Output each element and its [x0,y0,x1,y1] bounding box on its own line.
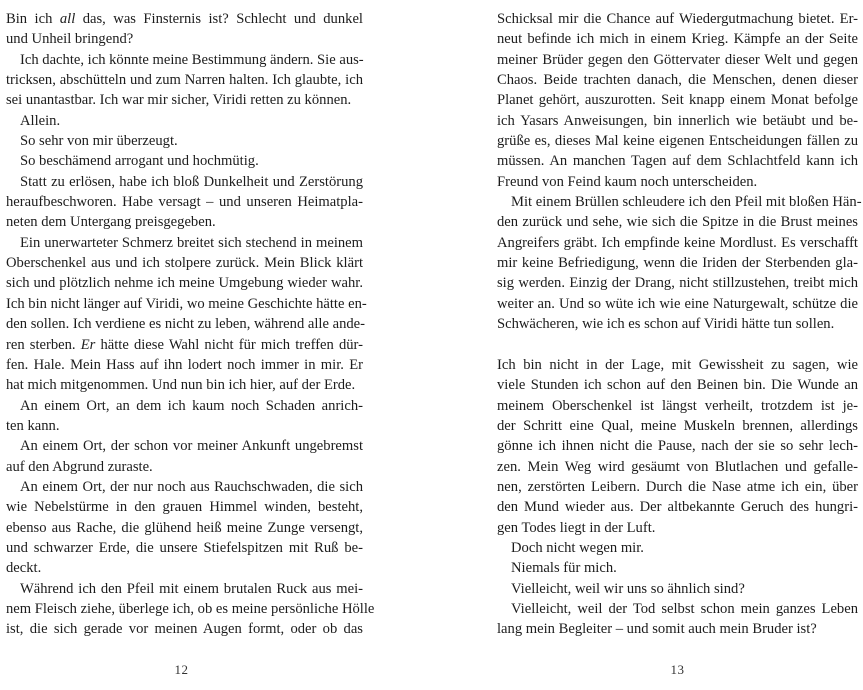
page-number-right: 13 [670,662,685,677]
text-line: ten kann. [6,417,60,434]
text-line: Niemals für mich. [511,560,617,577]
text-line: müssen. An manchen Tagen auf dem Schlachtfeld kann ich [497,153,858,170]
text-line: grüße es, dieses Mal keine eigenen Entscheidungen fällen zu [497,133,858,150]
text-line: heraufbeschworen. Habe versagt – und unseren Heimatpla- [6,194,363,211]
text-line: ich Yasars Anweisungen, bin innerlich wie betäubt und be- [497,112,858,129]
left-page [0,0,431,690]
text-line: lang mein Begleiter – und somit auch mein Bruder ist? [497,621,817,638]
text-line: meiner Brüder gegen den Göttervater dieser Welt und gegen [497,51,858,68]
text-line: viele Stunden ich schon auf den Beinen bin. Die Wunde an [497,377,858,394]
text-line: nen, zerstörten Leibern. Durch die Nase atme ich ein, über [497,478,858,495]
text-line: Ich dachte, ich könnte meine Bestimmung ändern. Sie aus- [20,51,364,68]
text-line: Oberschenkel aus und ich stolpere zurück. Mein Blick klärt [6,255,363,272]
text-line: fen. Hale. Mein Hass auf ihn lodert noch immer in mir. Er [6,356,363,373]
right-page [431,0,863,690]
text-line: tricksen, abschütteln und zum Narren halten. Ich glaubte, ich [6,72,363,89]
text-line: mir keine Befriedigung, wenn die Iriden der Sterbenden gla- [497,255,858,272]
text-line: sich und plötzlich nehme ich meine Umgebung wieder wahr. [6,275,363,292]
text-line: Schwächeren, wie ich es schon auf Viridi hätte tun sollen. [497,316,835,333]
text-line: den Mund wieder aus. Der altbekannte Geruch des hungri- [497,499,858,516]
text-line: hat mich mitgenommen. Und nun bin ich hier, auf der Erde. [6,377,356,394]
text-line: Statt zu erlösen, habe ich bloß Dunkelheit und Zerstörung [20,173,363,190]
text-line: auf den Abgrund zuraste. [6,458,153,475]
text-line: An einem Ort, an dem ich kaum noch Schaden anrich- [20,397,363,414]
text-line: Vielleicht, weil wir uns so ähnlich sind? [511,580,745,597]
text-line: An einem Ort, der nur noch aus Rauchschwaden, die sich [20,478,363,495]
text-line: Angreifers gräbt. Ich empfinde keine Mordlust. Es verschafft [497,234,858,251]
text-line: meinem Oberschenkel ist längst verheilt, trotzdem ist je- [497,397,858,414]
page-number-left: 12 [174,662,189,677]
text-line: gönne ich ihnen nicht die Pause, nach der sie so sehr lech- [497,438,858,455]
text-line: wie Nebelstürme in den grauen Himmel winden, besteht, [6,499,363,516]
text-line: So beschämend arrogant und hochmütig. [20,153,259,170]
text-line: Ich bin nicht länger auf Viridi, wo meine Geschichte hätte en- [6,295,367,312]
text-line: gen Todes liegt in der Luft. [497,519,656,536]
text-line: Vielleicht, weil der Tod selbst schon mein ganzes Leben [511,600,858,617]
text-line: Planet gehört, auszurotten. Seit knapp einem Monat befolge [497,92,858,109]
text-line: Bin ich all das, was Finsternis ist? Schlecht und dunkel [6,11,363,27]
text-line: und schwarzer Erde, die unsere Stiefelspitzen mit Ruß be- [6,539,363,556]
text-line: neut befinde ich mich in einem Krieg. Kämpfe an der Seite [497,31,858,48]
text-line: zen. Mein Weg wird gesäumt von Blutlachen und gefalle- [497,458,858,475]
text-line: sig werden. Einzig der Drang, nicht stillzustehen, treibt mich [497,275,858,292]
text-line: Chaos. Beide trachten danach, die Menschen, denen dieser [497,72,858,89]
text-line: ebenso aus Rache, die glühend heiß meine Zunge versengt, [6,519,363,536]
text-line: Schicksal mir die Chance auf Wiedergutmachung bietet. Er- [497,11,858,27]
text-line: weiter an. Und so wüte ich wie eine Naturgewalt, schütze die [497,295,858,312]
text-line: So sehr von mir überzeugt. [20,133,178,150]
text-line: sei unantastbar. Ich war mir sicher, Viridi retten zu können. [6,92,352,109]
text-line: Doch nicht wegen mir. [511,539,644,556]
text-line: Mit einem Brüllen schleudere ich den Pfeil mit bloßen Hän- [511,194,862,211]
text-line: Freund von Feind kaum noch unterscheiden. [497,173,758,190]
text-line: ist, die sich gerade vor meinen Augen formt, oder ob das [6,621,363,638]
left-page-text [6,9,375,640]
text-line: neten dem Untergang preisgegeben. [6,214,216,231]
text-line: Allein. [20,112,61,129]
text-line: Ein unerwarteter Schmerz breitet sich stechend in meinem [20,234,363,251]
text-line: nem Fleisch ziehe, überlege ich, ob es meine persönliche Hölle [6,600,375,617]
text-line: An einem Ort, der schon vor meiner Ankunft ungebremst [20,438,363,455]
text-line: Während ich den Pfeil mit einem brutalen Ruck aus mei- [20,580,363,597]
text-line: und Unheil bringend? [6,31,134,48]
text-line: den zurück und sehe, wie sich die Spitze in die Brust meines [497,214,858,231]
right-page-text [497,9,862,640]
text-line: der Schritt eine Qual, meine Muskeln brennen, allerdings [497,417,858,434]
text-line: deckt. [6,560,42,577]
text-line: ren sterben. Er hätte diese Wahl nicht für mich treffen dür- [6,336,363,353]
text-line [497,335,858,355]
text-line: den sollen. Ich verdiene es nicht zu leben, während alle ande- [6,316,366,333]
text-line: Ich bin nicht in der Lage, mit Gewissheit zu sagen, wie [497,356,858,373]
